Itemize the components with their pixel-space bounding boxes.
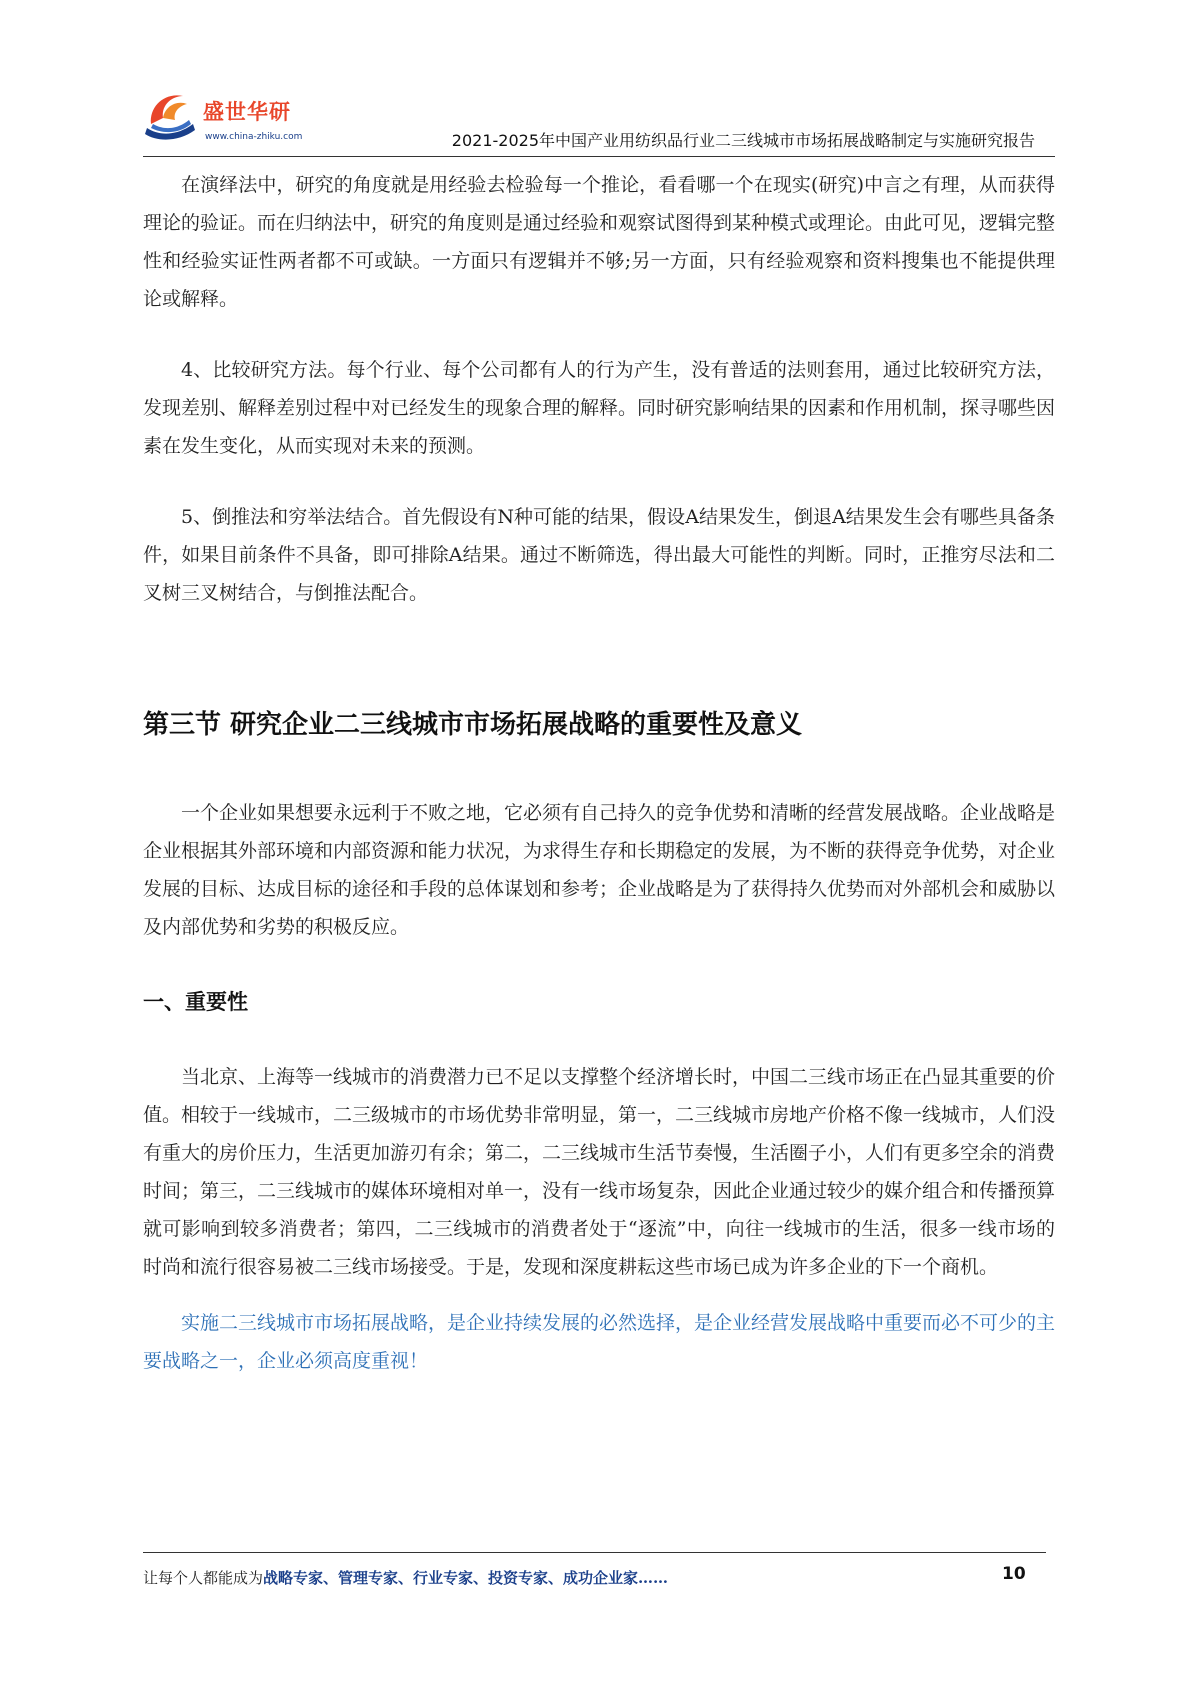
brand-name: 盛世华研 [203, 100, 291, 124]
footer-slogan [143, 1567, 668, 1588]
brand-logo [143, 82, 313, 152]
footer-slogan-highlight: 战略专家、管理专家、行业专家、投资专家、成功企业家…… [263, 1569, 669, 1587]
page-header [143, 82, 1055, 156]
paragraph-importance: 当北京、上海等一线城市的消费潜力已不足以支撑整个经济增长时，中国二三线市场正在凸显其重要的价值。相较于一线城市，二三级城市的市场优势非常明显，第一，二三线城市房地产价格不像一线城市，人们没有重大的房价压力，生活更加游刃有余；第二，二三线城市生活节奏慢，生活圈子小，人们有更多空余的消费时间；第三，二三线城市的媒体环境相对单一，没有一线市场复杂，因此企业通过较少的媒介组合和传播预算就可影响到较多消费者；第四，二三线城市的消费者处于“逐流”中，向往一线城市的生活，很多一线市场的时尚和流行很容易被二三线市场接受。于是，发现和深度耕耘这些市场已成为许多企业的下一个商机。 [143, 1066, 1056, 1278]
paragraph-method-4: 4、比较研究方法。每个行业、每个公司都有人的行为产生，没有普适的法则套用，通过比较研究方法，发现差别、解释差别过程中对已经发生的现象合理的解释。同时研究影响结果的因素和作用机制，探寻哪些因素在发生变化，从而实现对未来的预测。 [143, 359, 1056, 457]
page-number: 10 [1002, 1564, 1026, 1584]
brand-url: www.china-zhiku.com [205, 132, 303, 142]
section-title: 第三节 研究企业二三线城市市场拓展战略的重要性及意义 [143, 710, 803, 740]
logo-emblem-icon [143, 84, 205, 146]
paragraph-method-5: 5、倒推法和穷举法结合。首先假设有N种可能的结果，假设A结果发生，倒退A结果发生会有哪些具备条件，如果目前条件不具备，即可排除A结果。通过不断筛选，得出最大可能性的判断。同时，正推穷尽法和二叉树三叉树结合，与倒推法配合。 [143, 506, 1055, 604]
subheading-importance: 一、重要性 [143, 990, 248, 1014]
header-divider [143, 156, 1055, 157]
paragraph-conclusion: 实施二三线城市市场拓展战略，是企业持续发展的必然选择，是企业经营发展战略中重要而必不可少的主要战略之一，企业必须高度重视！ [143, 1312, 1056, 1372]
footer-divider [143, 1552, 1046, 1553]
page-content [143, 166, 1055, 1380]
document-title: 2021-2025年中国产业用纺织品行业二三线城市市场拓展战略制定与实施研究报告 [451, 131, 1035, 150]
paragraph-strategy: 一个企业如果想要永远利于不败之地，它必须有自己持久的竞争优势和清晰的经营发展战略。企业战略是企业根据其外部环境和内部资源和能力状况，为求得生存和长期稳定的发展，为不断的获得竞争优势，对企业发展的目标、达成目标的途径和手段的总体谋划和参考；企业战略是为了获得持久优势而对外部机会和威胁以及内部优势和劣势的积极反应。 [143, 802, 1056, 938]
footer-slogan-prefix: 让每个人都能成为 [143, 1569, 264, 1587]
paragraph-deduction: 在演绎法中，研究的角度就是用经验去检验每一个推论，看看哪一个在现实(研究)中言之有理，从而获得理论的验证。而在归纳法中，研究的角度则是通过经验和观察试图得到某种模式或理论。由此可见，逻辑完整性和经验实证性两者都不可或缺。一方面只有逻辑并不够;另一方面，只有经验观察和资料搜集也不能提供理论或解释。 [143, 174, 1056, 310]
